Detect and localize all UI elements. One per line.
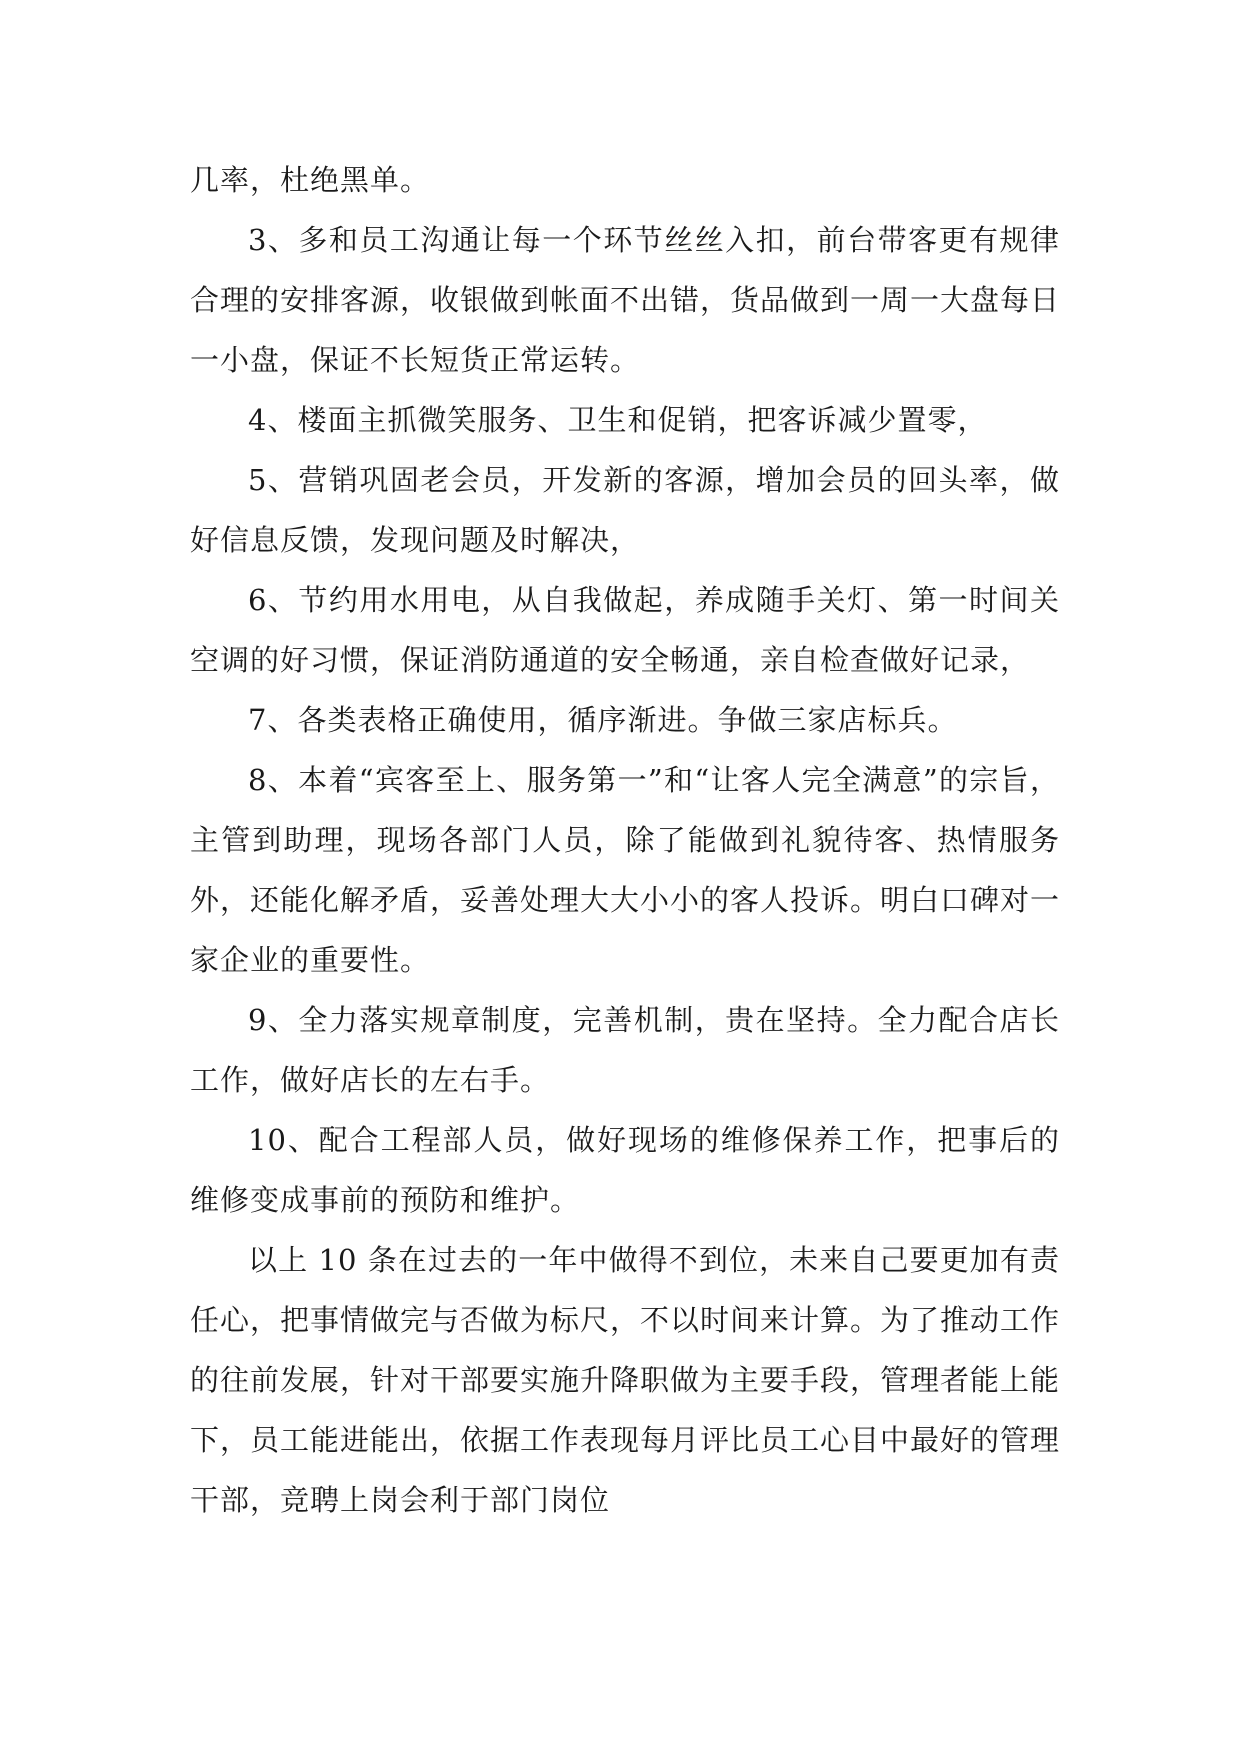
paragraph-item-5: 5、营销巩固老会员，开发新的客源，增加会员的回头率，做好信息反馈，发现问题及时解决，: [190, 463, 1060, 557]
paragraph-summary: 以上 10 条在过去的一年中做得不到位，未来自己要更加有责任心，把事情做完与否做为标尺，不以时间来计算。为了推动工作的往前发展，针对干部要实施升降职做为主要手段，管理者能上能下，员工能进能出，依据工作表现每月评比员工心目中最好的管理干部，竞聘上岗会利于部门岗位: [190, 1243, 1061, 1517]
paragraph-item-8: 8、本着“宾客至上、服务第一”和“让客人完全满意”的宗旨，主管到助理，现场各部门人员，除了能做到礼貌待客、热情服务外，还能化解矛盾，妥善处理大大小小的客人投诉。明白口碑对一家企业的重要性。: [190, 763, 1061, 977]
paragraph-item-6: 6、节约用水用电，从自我做起，养成随手关灯、第一时间关空调的好习惯，保证消防通道的安全畅通，亲自检查做好记录，: [190, 583, 1060, 677]
paragraph-item-10: 10、配合工程部人员，做好现场的维修保养工作，把事后的维修变成事前的预防和维护。: [190, 1123, 1060, 1217]
paragraph-continuation: 几率，杜绝黑单。: [190, 163, 431, 197]
paragraph-item-3: 3、多和员工沟通让每一个环节丝丝入扣，前台带客更有规律合理的安排客源，收银做到帐面不出错，货品做到一周一大盘每日一小盘，保证不长短货正常运转。: [190, 223, 1061, 377]
paragraph-item-7: 7、各类表格正确使用，循序渐进。争做三家店标兵。: [248, 703, 958, 737]
document-body: [190, 150, 1060, 1530]
paragraph-item-9: 9、全力落实规章制度，完善机制，贵在坚持。全力配合店长工作，做好店长的左右手。: [190, 1003, 1060, 1097]
paragraph-item-4: 4、楼面主抓微笑服务、卫生和促销，把客诉减少置零，: [248, 403, 988, 437]
